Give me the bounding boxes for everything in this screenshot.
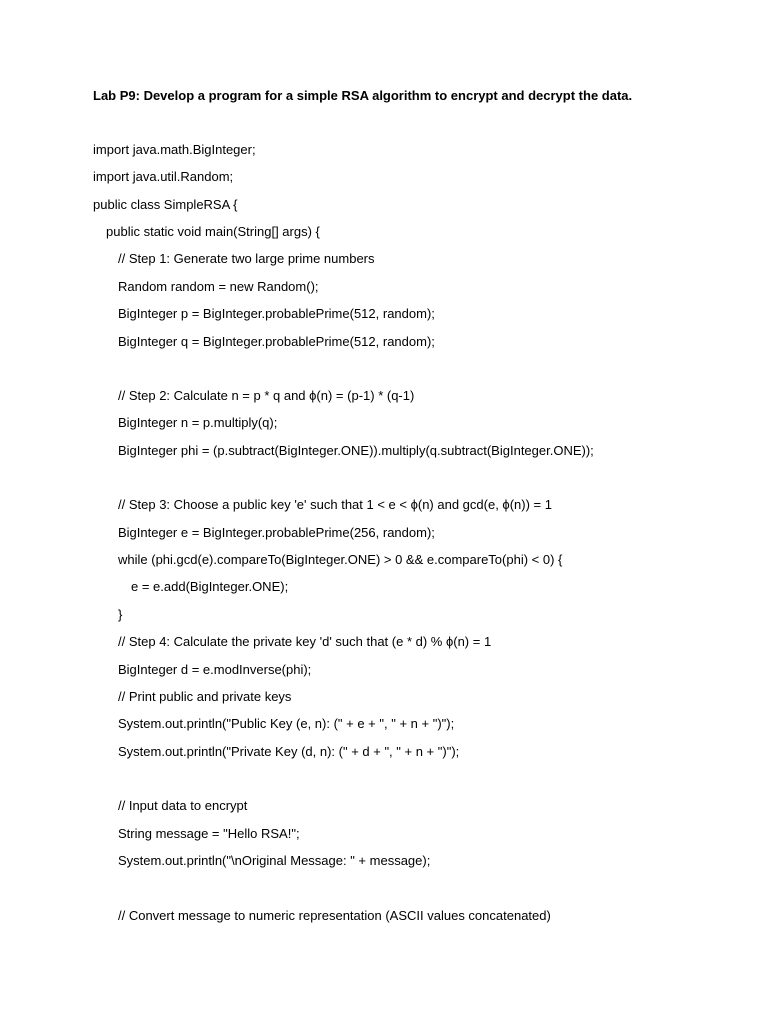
code-line: Random random = new Random(); bbox=[118, 279, 319, 294]
code-comment: // Print public and private keys bbox=[118, 689, 292, 704]
code-line: BigInteger phi = (p.subtract(BigInteger.ONE)).multiply(q.subtract(BigInteger.ONE)); bbox=[118, 443, 594, 458]
code-comment: // Step 4: Calculate the private key 'd' such that (e * d) % ϕ(n) = 1 bbox=[118, 634, 492, 649]
code-line: public class SimpleRSA { bbox=[93, 197, 238, 212]
code-line: System.out.println("Private Key (d, n): (" + d + ", " + n + ")"); bbox=[118, 744, 460, 759]
code-line: BigInteger q = BigInteger.probablePrime(512, random); bbox=[118, 334, 435, 349]
code-line: BigInteger d = e.modInverse(phi); bbox=[118, 662, 312, 677]
code-line: String message = "Hello RSA!"; bbox=[118, 826, 300, 841]
code-comment: // Step 2: Calculate n = p * q and ϕ(n) = (p-1) * (q-1) bbox=[118, 388, 415, 403]
lab-heading: Lab P9: Develop a program for a simple RSA algorithm to encrypt and decrypt the data. bbox=[93, 88, 633, 103]
code-line: BigInteger e = BigInteger.probablePrime(256, random); bbox=[118, 525, 435, 540]
code-line: System.out.println("\nOriginal Message: " + message); bbox=[118, 853, 431, 868]
code-line: import java.util.Random; bbox=[93, 169, 234, 184]
code-line: while (phi.gcd(e).compareTo(BigInteger.ONE) > 0 && e.compareTo(phi) < 0) { bbox=[118, 552, 563, 567]
code-comment: // Convert message to numeric representation (ASCII values concatenated) bbox=[118, 908, 551, 923]
code-line: } bbox=[118, 607, 123, 622]
code-line: BigInteger p = BigInteger.probablePrime(512, random); bbox=[118, 306, 435, 321]
code-comment: // Input data to encrypt bbox=[118, 798, 248, 813]
code-comment: // Step 1: Generate two large prime numbers bbox=[118, 251, 375, 266]
code-comment: // Step 3: Choose a public key 'e' such that 1 < e < ϕ(n) and gcd(e, ϕ(n)) = 1 bbox=[118, 497, 552, 512]
code-line: BigInteger n = p.multiply(q); bbox=[118, 415, 278, 430]
code-line: public static void main(String[] args) { bbox=[106, 224, 320, 239]
code-line: e = e.add(BigInteger.ONE); bbox=[131, 579, 289, 594]
code-line: import java.math.BigInteger; bbox=[93, 142, 256, 157]
code-line: System.out.println("Public Key (e, n): (" + e + ", " + n + ")"); bbox=[118, 716, 455, 731]
